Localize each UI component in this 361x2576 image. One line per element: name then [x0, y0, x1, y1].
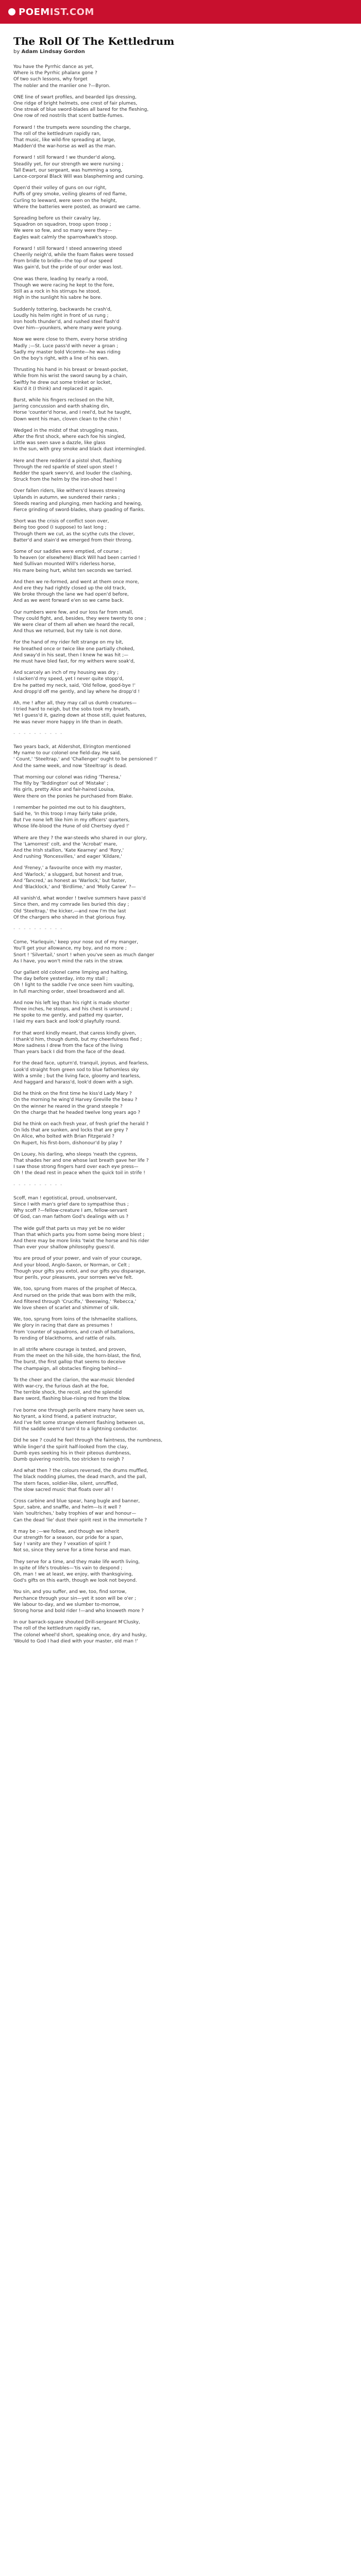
stanza [13, 1000, 348, 1025]
stanza [13, 1498, 348, 1523]
poem-line: And your blood, Anglo-Saxon, or Norman, or Celt ; [13, 1262, 130, 1268]
poem-line: And 'Warlock,' a sluggard, but honest and true, [13, 872, 123, 877]
poem-line: He breathed once or twice like one partially choked, [13, 646, 135, 652]
poem-line: Ere he patted my neck, said, 'Old fellow, good-bye !' [13, 683, 136, 688]
poem-line: We broke through the lane we had open'd before, [13, 592, 129, 598]
poem-line: That morning our colonel was riding 'Theresa,' [13, 774, 122, 780]
poem-line: From the meet on the hill-side, the horn-blast, the find, [13, 1353, 141, 1359]
poem-line: In all strife where courage is tested, and proven, [13, 1347, 126, 1352]
poem-line: The champaign, all obstacles flinging behind— [13, 1366, 122, 1371]
poem-line: Curling to leeward, were seen on the height, [13, 198, 117, 204]
poem-line: And ere they had rightly closed up the old track, [13, 586, 126, 591]
stanza [13, 458, 348, 483]
stanza [13, 428, 348, 453]
section-separator: - - - - - - - - - - [13, 926, 63, 931]
poem-content [0, 24, 361, 2576]
poem-line: Forward ! the trumpets were sounding the charge, [13, 125, 131, 130]
poem-line: His girls, pretty Alice and fair-haired Louisa, [13, 787, 115, 793]
stanza [13, 1619, 348, 1645]
poem-line: For the dead face, upturn'd, tranquil, joyous, and fearless, [13, 1061, 149, 1066]
poem-line: No tyrant, a kind friend, a patient instructor, [13, 1414, 117, 1419]
poem-line: The day before yesterday, into my stall ; [13, 976, 108, 982]
poem-line: Some of our saddles were emptied, of course ; [13, 549, 122, 554]
stanza [13, 64, 348, 89]
poem-line: Our gallant old colonel came limping and halting, [13, 970, 128, 975]
stanza [13, 488, 348, 513]
poem-line: And 'Freney,' a favourite once with my master, [13, 866, 123, 871]
poem-line: And nursed on the pride that was born with the milk, [13, 1293, 137, 1298]
poem-line: Thrusting his hand in his breast or breast-pocket, [13, 367, 128, 373]
poem-line: Over fallen riders, like withers'd leaves strewing [13, 488, 125, 494]
poem-line: Did he think on each fresh year, of fresh grief the herald ? [13, 1122, 149, 1127]
poem-line: Madly ;—St. Luce pass'd with never a groan ; [13, 343, 119, 349]
poem-line: The roll of the kettledrum rapidly ran, [13, 1626, 101, 1632]
poem-line: From 'counter of squadrons, and crash of battalions, [13, 1329, 135, 1335]
poem-line: We, too, sprung from mares of the prophet of Mecca, [13, 1286, 137, 1292]
poem-line: One ridge of bright helmets, one crest of fair plumes, [13, 101, 138, 107]
poem-line: You have the Pyrrhic dance as yet, [13, 64, 94, 70]
poem-line: Burst, while his fingers reclosed on the hilt, [13, 397, 114, 403]
poem-line: Than that which parts you from some being more blest ; [13, 1232, 145, 1238]
author-prefix: by [13, 49, 20, 55]
poem-line: All vanish'd, what wonder ! twelve summers have pass'd [13, 896, 146, 902]
poem-line: The black nodding plumes, the dead march, and the pall, [13, 1475, 147, 1480]
logo-brand: POEM [19, 6, 50, 18]
poem-line: And 'Tancred,' as honest as 'Warlock,' but faster, [13, 878, 126, 884]
stanza [13, 639, 348, 665]
poem-line: On lids that are sunken, and locks that are grey ? [13, 1128, 128, 1133]
poem-line: ONE line of swart profiles, and bearded lips dressing, [13, 94, 137, 100]
stanza [13, 1121, 348, 1146]
poem-line: In our barrack-square shouted Drill-sergeant M'Clusky, [13, 1620, 140, 1625]
poem-line: Oh ! light to the saddle I've once seen him vaulting, [13, 982, 134, 988]
poem-line: Since then, and my comrade lies buried this day ; [13, 902, 129, 908]
poem-line: God's gifts on this earth, though we look not beyond. [13, 1578, 137, 1584]
stanza [13, 744, 348, 769]
stanza [13, 336, 348, 362]
poem-line: The burst, the first gallop that seems to deceive [13, 1360, 126, 1365]
stanza [13, 939, 348, 964]
author-name: Adam Lindsay Gordon [21, 49, 85, 55]
poem-line: He must have bled fast, for my withers were soak'd, [13, 659, 135, 665]
stanza [13, 94, 348, 120]
poem-line: Of the chargers who shared in that glorious fray. [13, 914, 126, 920]
stanza [13, 1437, 348, 1463]
poem-line: Little was seen save a dazzle, like glass [13, 440, 106, 446]
poem-line: Tall Ewart, our sergeant, was humming a song, [13, 167, 123, 173]
poem-line: More sadness I drew from the face of the living [13, 1043, 123, 1048]
poem-line: Suddenly tottering, backwards he crash'd, [13, 307, 112, 312]
poem-line: And the same week, and now 'Steeltrap' is dead. [13, 763, 127, 769]
poem-line: Struck from the helm by the iron-shod heel ! [13, 477, 117, 483]
stanza [13, 774, 348, 800]
poem-line: Oh ! the dead rest in peace when the quick toil in strife ! [13, 1171, 145, 1176]
poem-line: Eagles wait calmly the sparrowhawk's stoop. [13, 234, 118, 240]
stanza [13, 246, 348, 271]
poem-line: And then we re-formed, and went at them once more, [13, 579, 139, 585]
poem-line: Snort ! 'Silvertail,' snort ! when you've seen as much danger [13, 952, 155, 958]
poem-line: They could fight, and, besides, they were twenty to one ; [13, 616, 146, 621]
poem-line: Wedged in the midst of that struggling mass, [13, 428, 119, 433]
poem-line: One was there, leading by nearly a rood, [13, 276, 108, 282]
poem-line: Look'd straight from green sod to blue fathomless sky [13, 1067, 139, 1073]
poem-line: High in the sunlight his sabre he bore. [13, 295, 102, 301]
poem-line: I slacken'd my speed, yet I never quite stopp'd, [13, 676, 124, 682]
poem-line: I saw those strong fingers hard over each eye press— [13, 1164, 139, 1170]
poem-line: Can the dead 'lie' dust their spirit rest in the immortelle ? [13, 1517, 147, 1523]
poem-line: You'll get your allowance, my boy, and no more ; [13, 946, 127, 952]
poem-line: On the morning he wing'd Harvey Greville the beau ? [13, 1097, 138, 1103]
poem-line: While linger'd the spirit half-looked from the clay, [13, 1444, 128, 1450]
poem-line: And filtered through 'Crucifix,' 'Beeswing,' 'Rebecca,' [13, 1299, 137, 1304]
poem-line: Though we were racing he kept to the fore, [13, 282, 114, 288]
stanza [13, 276, 348, 301]
poem-line: One streak of blue sword-blades all bared for the fleshing, [13, 107, 149, 113]
stanza [13, 970, 348, 995]
stanza [13, 367, 348, 392]
poem-line: And haggard and harass'd, look'd down with a sigh. [13, 1080, 134, 1086]
poem-line: On the charge that he headed twelve long years ago ? [13, 1110, 140, 1115]
poem-line: Did he think on the first time he kiss'd Lady Mary ? [13, 1091, 132, 1097]
stanza [13, 1226, 348, 1251]
poem-line: Steeds rearing and plunging, men hacking and hewing, [13, 501, 142, 506]
poem-line: Open'd their volley of guns on our right, [13, 185, 107, 191]
stanza [13, 865, 348, 890]
poem-line: The filly by 'Teddington' out of 'Mistake' ; [13, 781, 109, 787]
poem-line: Vain 'soultriches,' baby trophies of war and honour— [13, 1511, 136, 1517]
poem-line: The colonel wheel'd short, speaking once, dry and husky, [13, 1632, 147, 1638]
poem-line: As I have, you won't mind the rats in the straw. [13, 958, 123, 964]
stanza [13, 185, 348, 210]
poem-line: And 'Blacklock,' and 'Birdlime,' and 'Molly Carew' ?— [13, 884, 136, 890]
stanza [13, 125, 348, 150]
poem-line: Since I with man's grief dare to sympathise thus ; [13, 1202, 129, 1208]
poem-line: On the boy's right, with a line of his own. [13, 355, 109, 361]
stanza [13, 1529, 348, 1554]
stanza [13, 1589, 348, 1614]
poem-line: To rending of blackthorns, and rattle of rails. [13, 1335, 117, 1341]
poem-line: Ah, me ! after all, they may call us dumb creatures— [13, 701, 137, 706]
poem-line: Over him—younkers, where many were young. [13, 326, 123, 331]
poem-line: Whose life-blood the Hune of old Chertsey dyed !' [13, 824, 129, 829]
poem-line: Down went his man, cloven clean to the chin ! [13, 416, 122, 422]
poem-line: From bridle to bridle—the top of our speed [13, 259, 112, 264]
poem-line: Our numbers were few, and our loss far from small, [13, 609, 134, 615]
poem-line: He spoke to me gently, and patted my quarter, [13, 1013, 123, 1019]
poem-line: They serve for a time, and they make life worth living, [13, 1559, 140, 1565]
poem-line: To heaven (or elsewhere) Black Will had been carried ! [13, 555, 140, 561]
stanza [13, 1408, 348, 1433]
poem-line: Kiss'd it (I think) and replaced it again. [13, 386, 104, 392]
poem-line: That music, like wild-fire spreading at large, [13, 138, 116, 143]
poem-line: On Rupert, his first-born, dishonour'd by play ? [13, 1140, 122, 1146]
poem-line: Squadron on squadron, troop upon troop ; [13, 222, 111, 228]
poem-line: We labour to-day, and we slumber to-morrow, [13, 1602, 121, 1607]
poem-line: His mare being hurt, whilst ten seconds we tarried. [13, 568, 133, 573]
stanza [13, 1195, 348, 1221]
poem-line: And now his left leg than his right is made shorter [13, 1000, 130, 1006]
stanza [13, 518, 348, 544]
stanza [13, 307, 348, 332]
poem-line: The terrible shock, the recoil, and the splendid [13, 1390, 122, 1396]
poem-line: And there may be more links 'twixt the horse and his rider [13, 1239, 150, 1244]
poem-line: And scarcely an inch of my housing was dry ; [13, 670, 119, 676]
poem-line: Horse 'counter'd horse, and I reel'd, but he taught, [13, 410, 132, 416]
poem-line: Two years back, at Aldershot, Elrington mentioned [13, 744, 131, 750]
stanza [13, 397, 348, 422]
stanza [13, 700, 348, 725]
poem-line: While from his wrist the sword swung by a chain, [13, 374, 128, 379]
poem-line: But I've none left like him in my officers' quarters, [13, 818, 130, 823]
poem-line: Oh, man ! we at least, we enjoy, with thanksgiving, [13, 1572, 133, 1578]
poem-line: We were clear of them all when we heard the recall, [13, 622, 135, 628]
poem-line: Ned Sullivan mounted Will's riderless horse, [13, 562, 116, 567]
poem-line: Than ever your shallow philosophy guess'd. [13, 1245, 116, 1250]
poem-line: On Alice, who bolted with Brian Fitzgerald ? [13, 1134, 114, 1140]
poem-line: And thus we returned, but my tale is not done. [13, 629, 122, 634]
poem-line: One row of red nostrils that scent battle-fumes. [13, 113, 124, 119]
poem-line: With war-cry, the furious dash at the foe, [13, 1383, 109, 1389]
poem-line: Spreading before us their cavalry lay, [13, 216, 101, 222]
poem-line: For that word kindly meant, that caress kindly given, [13, 1030, 136, 1036]
poem-line: Redder the spark swerv'd, and louder the clashing, [13, 470, 132, 476]
stanza [13, 805, 348, 830]
stanza [13, 1286, 348, 1311]
poem-line: And dropp'd off me gently, and lay where he dropp'd ! [13, 689, 140, 694]
stanza [13, 835, 348, 860]
poem-line: My name to our colonel one field-day. He said, [13, 751, 121, 756]
poem-line: Our strength for a season, our pride for a span, [13, 1535, 123, 1540]
poem-line: You are proud of your power, and vain of your courage, [13, 1256, 142, 1262]
poem-line: Strong horse and bold rider !—and who knoweth more ? [13, 1608, 144, 1614]
stanza [13, 1030, 348, 1056]
poem-line: The nobler and the manlier one ?—Byron. [13, 83, 111, 89]
poem-line: 'Would to God I had died with your master, old man !' [13, 1638, 138, 1644]
poem-line: Of two such lessons, why forget [13, 77, 88, 82]
poem-line: The slow sacred music that floats over all ! [13, 1487, 113, 1493]
poem-line: Short was the crisis of conflict soon over, [13, 519, 109, 524]
poem-line: Here and there redden'd a pistol shot, flashing [13, 458, 122, 464]
poem-line: Where the batteries were posted, as onward we came. [13, 204, 141, 210]
poem-line: I thank'd him, though dumb, but my cheerfulness fled ; [13, 1037, 142, 1042]
poem-line: The stern faces, soldier-like, silent, unruffled, [13, 1481, 118, 1486]
poem-line: And sway'd in his seat, then I knew he was hit ;— [13, 652, 128, 658]
poem-title: The Roll Of The Kettledrum [13, 35, 175, 47]
poem-line: Three inches, he stoops, and his chest is unsound ; [13, 1006, 133, 1012]
stanza [13, 1559, 348, 1584]
poem-line: Dumb eyes seeking his in their piteous dumbness, [13, 1450, 131, 1456]
stanza [13, 1468, 348, 1493]
poem-line: ' Count,' 'Steeltrap,' and 'Challenger' ought to be pensioned !' [13, 757, 158, 762]
poem-line: After the first shock, where each foe his singled, [13, 434, 126, 439]
poem-line: Uplands in autumn, we sundered their ranks ; [13, 495, 120, 500]
poem-line: Your perils, your pleasures, your sorrows we've felt. [13, 1275, 134, 1281]
poem-line: In spite of life's troubles—'tis vain to despond ; [13, 1565, 123, 1571]
poem-line: And I've felt some strange element flashing between us, [13, 1420, 145, 1426]
poem-line: We were so few, and so many were they— [13, 228, 112, 234]
poem-line: Come, 'Harlequin,' keep your nose out of my manger, [13, 940, 138, 945]
section-separator: - - - - - - - - - - [13, 731, 63, 736]
poem-line: Now we were close to them, every horse striding [13, 337, 127, 343]
poem-line: Not so, since they serve for a time horse and man. [13, 1548, 132, 1553]
site-header [0, 0, 361, 24]
stanza [13, 549, 348, 574]
section-separator: - - - - - - - - - - [13, 1182, 63, 1188]
poem-line: Though your gifts you extol, and our gifts you disparage, [13, 1268, 146, 1274]
poem-line: Still as a rock in his stirrups he stood, [13, 289, 101, 295]
poem-line: It may be ;—we follow, and though we inherit [13, 1529, 120, 1534]
poem-line: Where are they ? the war-steeds who shared in our glory, [13, 835, 147, 841]
poem-line: I laid my ears back and look'd playfully round. [13, 1019, 121, 1025]
poem-line: The 'Lamorrest' colt, and the 'Acrobat' mare, [13, 841, 118, 847]
poem-line: You sin, and you suffer, and we, too, find sorrow, [13, 1589, 127, 1595]
poem-author [13, 49, 348, 55]
poem-line: Being too good (I suppose) to last long ; [13, 525, 107, 531]
logo-icon [8, 8, 15, 15]
stanza [13, 155, 348, 180]
poem-line: Bare sword, flashing blue-rising red from the blow. [13, 1396, 131, 1402]
poem-line: With a smile ; but the living face, gloomy and tearless, [13, 1073, 141, 1079]
poem-line: Were there on the ponies he purchased from Blake. [13, 793, 133, 799]
poem-line: Scoff, man ! egotistical, proud, unobservant, [13, 1195, 117, 1201]
poem-line: Was gain'd, but the pride of our order was lost. [13, 265, 123, 270]
stanza [13, 215, 348, 241]
poem-line: For the hand of my rider felt strange on my bit, [13, 640, 124, 646]
poem-line: I tried hard to neigh, but the sobs took my breath, [13, 707, 130, 713]
stanza [13, 1347, 348, 1372]
poem-line: Say ! vanity are they ? vexation of spirit ? [13, 1541, 111, 1547]
site-logo[interactable] [8, 7, 94, 18]
poem-line: Iron hoofs thunder'd, and rushed steel flash'd [13, 319, 120, 325]
poem-line: Through the red sparkle of steel upon steel ! [13, 464, 118, 470]
poem-line: On the winner he reared in the grand steeple ? [13, 1104, 123, 1109]
poem-line: Old 'Steeltrap,' the kicker,—and now I'm the last [13, 908, 126, 914]
poem-line: The wide gulf that parts us may yet be no wider [13, 1226, 125, 1231]
poem-line: Lance-corporal Black Will was blaspheming and cursing. [13, 174, 144, 180]
poem-line: I've borne one through perils where many have seen us, [13, 1408, 145, 1413]
poem-line: Of God, can man fathom God's dealings with us ? [13, 1214, 128, 1220]
poem-line: In the sun, with grey smoke and black dust intermingled. [13, 447, 146, 452]
stanza [13, 670, 348, 695]
poem-line: That shades her and one whose last breath gave her life ? [13, 1158, 149, 1164]
poem-line: I remember he pointed me out to his daughters, [13, 805, 126, 810]
poem-line: We, too, sprung from loins of the Ishmaelite stallions, [13, 1317, 138, 1323]
stanza [13, 1091, 348, 1116]
logo-suffix: IST.COM [50, 6, 94, 18]
poem-line: Yet I guess'd it, gazing down at those still, quiet features, [13, 713, 146, 719]
stanza [13, 1151, 348, 1177]
poem-line: And the Irish stallion, 'Kate Kearney' and 'Rory,' [13, 848, 124, 853]
poem-line: To the cheer and the clarion, the war-music blended [13, 1377, 135, 1383]
poem-line: The roll of the kettledrum rapidly ran, [13, 131, 101, 137]
poem-line: Than years back I did from the face of the dead. [13, 1049, 126, 1055]
poem-line: On Louey, his darling, who sleeps 'neath the cypress, [13, 1151, 138, 1157]
stanza [13, 1060, 348, 1086]
poem-line: Swiftly he drew out some trinket or locket, [13, 380, 112, 385]
poem-line: Perchance through your sin—yet it soon will be o'er ; [13, 1596, 136, 1601]
poem-line: Dumb quivering nostrils, too stricken to neigh ? [13, 1456, 124, 1462]
poem-line: And rushing 'Roncesvilles,' and eager 'Kildare,' [13, 854, 122, 860]
poem-body [13, 64, 348, 1645]
poem-line: Puffs of grey smoke, veiling gleams of red flame, [13, 192, 127, 197]
stanza [13, 1256, 348, 1281]
poem-line: Cross carbine and blue spear, hang bugle and banner, [13, 1498, 140, 1504]
poem-line: Steadily yet, for our strength we were nursing ; [13, 161, 124, 167]
poem-line: Where is the Pyrrhic phalanx gone ? [13, 71, 97, 76]
poem-line: Spur, sabre, and snaffle, and helm—Is it well ? [13, 1505, 121, 1511]
poem-line: Jarring concussion and earth shaking din, [13, 404, 110, 410]
poem-line: Forward ! still forward ! steed answering steed [13, 246, 122, 251]
poem-line: We glory in racing that dare as presumes ! [13, 1323, 113, 1329]
poem-line: Forward ! still forward ! we thunder'd along, [13, 155, 116, 161]
poem-line: And what then ? the colours reversed, the drums muffled, [13, 1468, 149, 1474]
poem-line: Did he see ? could he feel through the faintness, the numbness, [13, 1438, 162, 1444]
poem-line: Cheerily neigh'd, while the foam flakes were tossed [13, 252, 134, 258]
stanza [13, 895, 348, 921]
poem-line: Sadly my master bold Vicomte—he was riding [13, 349, 121, 355]
poem-line: Batter'd and stain'd we emerged from their throng. [13, 537, 133, 543]
poem-line: Why scoff ?—fellow-creature I am, fellow-servant [13, 1208, 127, 1214]
stanza [13, 1377, 348, 1402]
stanza [13, 579, 348, 604]
poem-line: Loudly his helm right in front of us rung ; [13, 313, 109, 318]
poem-line: He was never more happy in life than in death. [13, 719, 123, 725]
stanza [13, 609, 348, 635]
poem-line: We love sheen of scarlet and shimmer of silk. [13, 1305, 119, 1311]
poem-line: And as we went forward e'en so we came back. [13, 598, 124, 604]
poem-line: Fierce grinding of sword-blades, sharp goading of flanks. [13, 507, 145, 513]
poem-line: Through them we cut, as the scythe cuts the clover, [13, 531, 135, 537]
poem-line: Said he, 'In this troop I may fairly take pride, [13, 811, 117, 817]
poem-line: Till the saddle seem'd turn'd to a lightning conductor. [13, 1427, 138, 1432]
poem-line: Madden'd the war-horse as well as the man. [13, 144, 117, 149]
poem-line: In full marching order, steel broadsword and all. [13, 989, 125, 994]
stanza [13, 1316, 348, 1342]
